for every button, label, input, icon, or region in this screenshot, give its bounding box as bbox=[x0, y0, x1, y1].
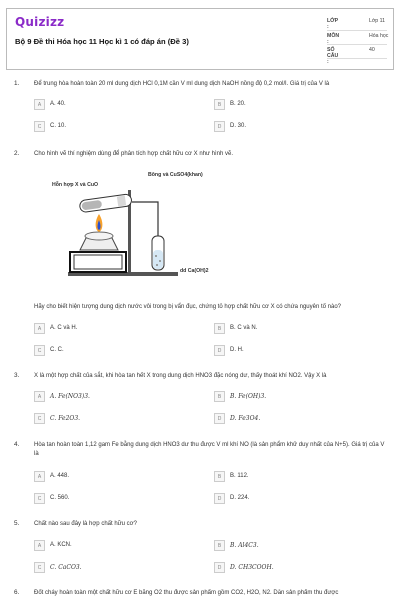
label-limewater: dd Ca(OH)2 bbox=[180, 268, 209, 274]
option-letter-box: C bbox=[34, 121, 45, 132]
option-label: D. 30. bbox=[230, 123, 247, 129]
question-text: Chất nào sau đây là hợp chất hữu cơ? bbox=[34, 521, 137, 527]
question-number: 6. bbox=[14, 589, 20, 596]
label-cotton: Bông và CuSO4(khan) bbox=[148, 172, 203, 178]
label-mixture: Hỗn hợp X và CuO bbox=[52, 182, 99, 188]
option-b[interactable] bbox=[214, 99, 384, 111]
option-letter-box: A bbox=[34, 99, 45, 110]
question-text: Đốt cháy hoàn toàn một chất hữu cơ E bằng O2 thu được sản phẩm gồm CO2, H2O, N2. Dẫn sản phẩm thu được bbox=[34, 590, 339, 596]
meta-count-key: SỐ CÂU : bbox=[327, 47, 339, 65]
option-c[interactable] bbox=[34, 562, 204, 574]
option-d[interactable] bbox=[214, 345, 384, 357]
option-c[interactable] bbox=[34, 121, 204, 133]
option-label: A. 40. bbox=[50, 101, 66, 107]
option-letter-box: C bbox=[34, 493, 45, 504]
option-letter-box: C bbox=[34, 562, 45, 573]
option-letter-box: D bbox=[214, 413, 225, 424]
option-label: A. KCN. bbox=[50, 542, 72, 548]
option-letter-box: B bbox=[214, 323, 225, 334]
question-text: Để trung hòa hoàn toàn 20 ml dung dịch HCl 0,1M cần V ml dung dịch NaOH nồng độ 0,2 mol/l. Giá trị của V là bbox=[34, 81, 330, 87]
meta-grade-key: LỚP : bbox=[327, 18, 338, 30]
option-a[interactable] bbox=[34, 391, 204, 403]
option-d[interactable] bbox=[214, 493, 384, 505]
worksheet-title: Bộ 9 Đề thi Hóa học 11 Học kì 1 có đáp án (Đề 3) bbox=[15, 37, 189, 46]
option-letter-box: A bbox=[34, 471, 45, 482]
option-label: D. H. bbox=[230, 347, 244, 353]
option-d[interactable] bbox=[214, 121, 384, 133]
option-d[interactable] bbox=[214, 562, 384, 574]
option-letter-box: A bbox=[34, 540, 45, 551]
option-c[interactable] bbox=[34, 345, 204, 357]
option-a[interactable] bbox=[34, 323, 204, 335]
option-letter-box: C bbox=[34, 413, 45, 424]
worksheet-header bbox=[6, 8, 394, 70]
option-label: B. Fe(OH)3. bbox=[230, 393, 267, 400]
option-label: D. Fe3O4. bbox=[230, 415, 261, 422]
experiment-figure bbox=[40, 168, 240, 288]
option-a[interactable] bbox=[34, 540, 204, 552]
option-letter-box: A bbox=[34, 323, 45, 334]
quizizz-logo: Quizizz bbox=[15, 15, 65, 29]
question-number: 3. bbox=[14, 372, 20, 379]
option-label: C. Fe2O3. bbox=[50, 415, 81, 422]
meta-divider bbox=[327, 58, 387, 59]
option-label: B. 20. bbox=[230, 101, 246, 107]
option-label: C. 560. bbox=[50, 495, 70, 501]
meta-subject-key: MÔN : bbox=[327, 33, 340, 45]
option-label: A. C và H. bbox=[50, 325, 78, 331]
option-label: B. C và N. bbox=[230, 325, 258, 331]
option-letter-box: D bbox=[214, 121, 225, 132]
option-label: A. Fe(NO3)3. bbox=[50, 393, 90, 400]
meta-grade-value: Lớp 11 bbox=[369, 18, 385, 24]
question-number: 1. bbox=[14, 80, 20, 87]
option-letter-box: B bbox=[214, 391, 225, 402]
question-text: Cho hình vẽ thí nghiệm dùng để phân tích hợp chất hữu cơ X như hình vẽ. bbox=[34, 151, 234, 157]
question-number: 5. bbox=[14, 520, 20, 527]
option-label: D. CH3COOH. bbox=[230, 564, 274, 571]
option-label: A. 448. bbox=[50, 473, 70, 479]
option-label: D. 224. bbox=[230, 495, 250, 501]
option-c[interactable] bbox=[34, 413, 204, 425]
option-label: C. 10. bbox=[50, 123, 67, 129]
meta-count-value: 40 bbox=[369, 47, 375, 53]
option-label: B. Al4C3. bbox=[230, 542, 259, 549]
option-letter-box: C bbox=[34, 345, 45, 356]
option-b[interactable] bbox=[214, 323, 384, 335]
option-a[interactable] bbox=[34, 471, 204, 483]
option-letter-box: B bbox=[214, 471, 225, 482]
question-number: 2. bbox=[14, 150, 20, 157]
option-d[interactable] bbox=[214, 413, 384, 425]
option-letter-box: D bbox=[214, 562, 225, 573]
question-number: 4. bbox=[14, 441, 20, 448]
question-text: Hãy cho biết hiện tượng dung dịch nước vôi trong bị vẩn đục, chứng tỏ hợp chất hữu cơ X có chứa nguyên tố nào? bbox=[34, 304, 342, 310]
option-letter-box: A bbox=[34, 391, 45, 402]
option-b[interactable] bbox=[214, 540, 384, 552]
option-b[interactable] bbox=[214, 391, 384, 403]
option-letter-box: B bbox=[214, 540, 225, 551]
option-label: B. 112. bbox=[230, 473, 249, 479]
option-letter-box: D bbox=[214, 493, 225, 504]
option-a[interactable] bbox=[34, 99, 204, 111]
meta-subject-value: Hóa học bbox=[369, 33, 389, 39]
option-letter-box: D bbox=[214, 345, 225, 356]
option-label: C. CaCO3. bbox=[50, 564, 82, 571]
option-letter-box: B bbox=[214, 99, 225, 110]
option-b[interactable] bbox=[214, 471, 384, 483]
option-label: C. C. bbox=[50, 347, 64, 353]
question-text: Hòa tan hoàn toàn 1,12 gam Fe bằng dung dịch HNO3 dư thu được V ml khí NO (là sản phẩm khử duy nhất của N+5). Giá trị của V là bbox=[34, 442, 385, 457]
question-text: X là một hợp chất của sắt, khi hòa tan hết X trong dung dịch HNO3 đặc nóng dư, thấy thoát khí NO2. Vậy X là bbox=[34, 373, 327, 379]
meta-divider bbox=[327, 30, 387, 31]
option-c[interactable] bbox=[34, 493, 204, 505]
meta-divider bbox=[327, 44, 387, 45]
